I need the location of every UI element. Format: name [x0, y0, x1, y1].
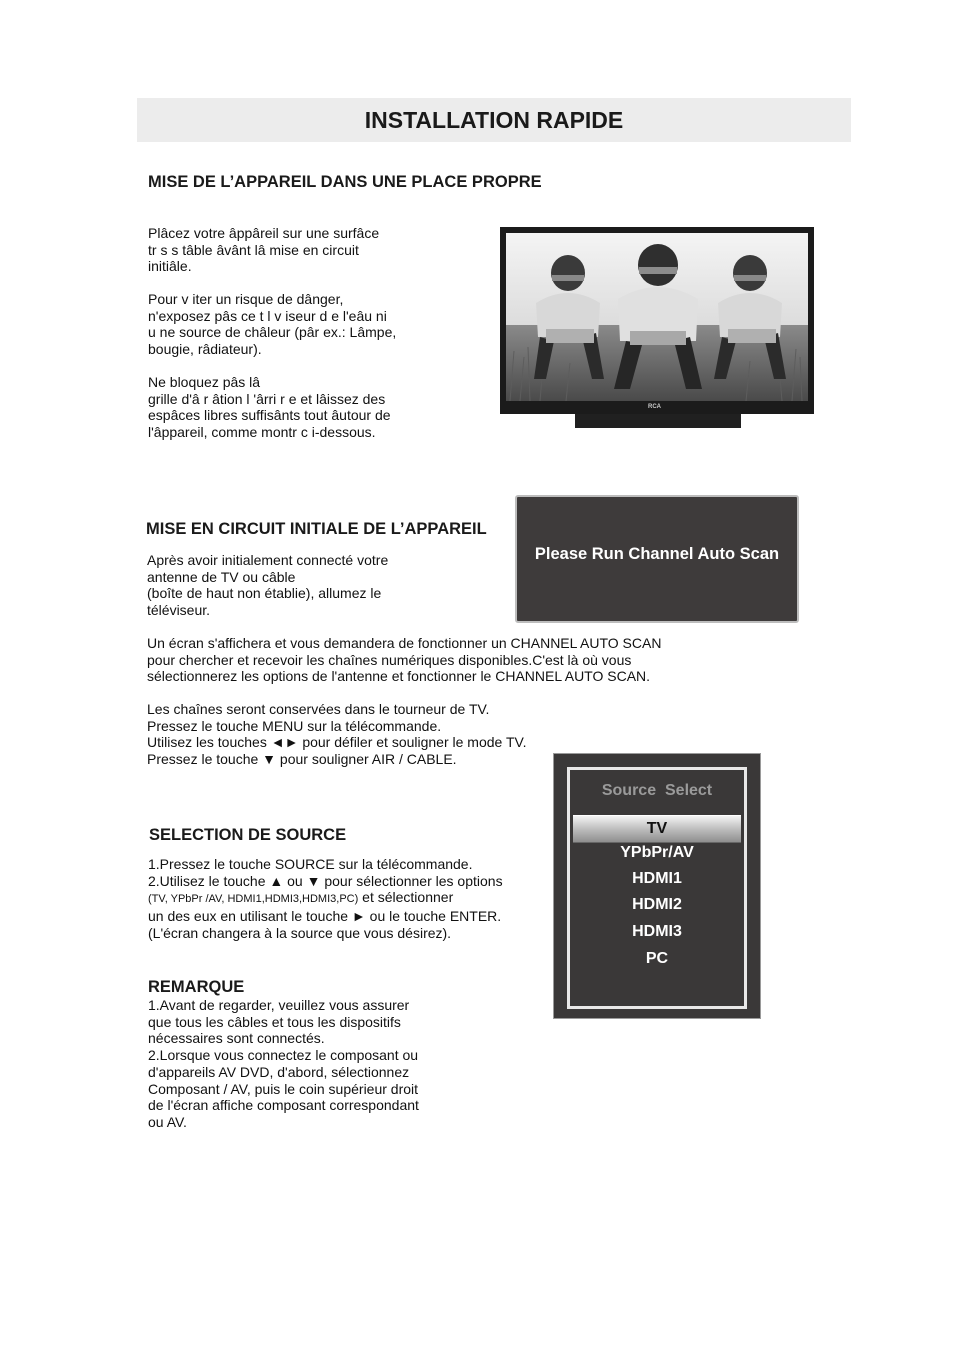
text-line: sélectionnerez les options de l'antenne et fonctionner le CHANNEL AUTO SCAN. [147, 668, 651, 685]
tv-stand [575, 414, 741, 428]
source-option-hdmi2[interactable]: HDMI2 [632, 896, 682, 913]
text-line: ou AV. [148, 1113, 187, 1130]
placement-paragraph-3 [148, 374, 391, 441]
television-image [500, 227, 814, 414]
text-line: (boîte de haut non établie), allumez le [147, 585, 382, 602]
text-line: 2.Utilisez le touche ▲ ou ▼ pour sélectionner les options [148, 872, 503, 889]
text-line: Les chaînes seront conservées dans le tourneur de TV. [147, 701, 490, 717]
source-option-tv[interactable]: TV [573, 815, 741, 843]
tv-brand-logo: RCA [648, 404, 661, 410]
text-line: Un écran s'affichera et vous demandera de fonctionner un CHANNEL AUTO SCAN [147, 635, 662, 651]
text-line: l'âppareil, comme montr c i-dessous. [148, 424, 376, 441]
text-line: u ne source de châleur (pâr ex.: Lâmpe, [148, 324, 397, 341]
source-list-small-text: (TV, YPbPr /AV, HDMI1,HDMI3,HDMI3,PC) [148, 893, 359, 906]
text-line: 2.Lorsque vous connectez le composant ou [148, 1047, 419, 1064]
scan-message: Please Run Channel Auto Scan [534, 545, 780, 563]
placement-paragraph-1 [148, 225, 379, 275]
channel-auto-scan-dialog [515, 495, 799, 623]
source-option-hdmi1[interactable]: HDMI1 [632, 870, 682, 887]
text-line: téléviseur. [147, 602, 211, 619]
section-heading-source-selection: SELECTION DE SOURCE [149, 826, 347, 844]
text-line: d'appareils AV DVD, d'abord, sélectionnez [148, 1063, 410, 1080]
text-line: (L'écran changera à la source que vous désirez). [148, 924, 452, 941]
initial-paragraph-3 [147, 701, 526, 768]
football-players-illustration [506, 233, 808, 401]
text-line: 1.Avant de regarder, veuillez vous assurer [148, 997, 410, 1013]
text-line: Pressez le touche MENU sur la télécommande. [147, 717, 442, 734]
text-fragment: et sélectionner [358, 889, 454, 906]
text-line: grille d'â r âtion l 'ârri r e et lâissez des [148, 390, 386, 407]
text-line: espâces libres suffisânts tout âutour de [148, 407, 391, 424]
text-line: bougie, râdiateur). [148, 341, 262, 358]
text-line: initiâle. [148, 258, 192, 275]
source-option-pc[interactable]: PC [645, 950, 669, 967]
text-line: pour chercher et recevoir les chaînes numériques disponibles.C'est là où vous [147, 651, 632, 668]
text-line: Ne bloquez pâs lâ [148, 374, 261, 390]
source-instructions [148, 856, 503, 942]
section-heading-placement: MISE DE L’APPAREIL DANS UNE PLACE PROPRE [148, 173, 542, 191]
text-line: 1.Pressez le touche SOURCE sur la télécommande. [148, 856, 473, 872]
text-line: n'exposez pâs ce t l v iseur d e l'eâu ni [148, 307, 387, 324]
text-line [148, 889, 503, 908]
placement-paragraph-2 [148, 291, 396, 358]
text-line: Après avoir initialement connecté votre [147, 552, 389, 568]
source-select-menu [553, 753, 761, 1019]
section-heading-remark: REMARQUE [148, 978, 245, 996]
text-line: tr s s tâble âvânt lâ mise en circuit [148, 241, 359, 258]
text-line: que tous les câbles et tous les dispositifs [148, 1013, 401, 1030]
initial-paragraph-2 [147, 635, 661, 685]
text-line: Plâcez votre âppâreil sur une surfâce [148, 225, 380, 241]
text-line: de l'écran affiche composant correspondant [148, 1097, 419, 1114]
text-line: Pressez le touche ▼ pour souligner AIR / CABLE. [147, 751, 457, 768]
text-line: Pour v iter un risque de dânger, [148, 291, 344, 307]
source-option-ypbpr-av[interactable]: YPbPr/AV [620, 844, 694, 861]
text-line: antenne de TV ou câble [147, 568, 296, 585]
page-title: INSTALLATION RAPIDE [137, 98, 851, 142]
text-line: Utilisez les touches ◄► pour défiler et souligner le mode TV. [147, 734, 527, 751]
initial-paragraph-1 [147, 552, 388, 619]
source-option-hdmi3[interactable]: HDMI3 [632, 923, 682, 940]
source-select-panel [567, 767, 747, 1009]
text-line: Composant / AV, puis le coin supérieur droit [148, 1080, 419, 1097]
source-select-title: Source Select [601, 782, 713, 799]
text-line: nécessaires sont connectés. [148, 1030, 325, 1047]
text-line: un des eux en utilisant le touche ► ou le touche ENTER. [148, 908, 502, 925]
section-heading-initial-power: MISE EN CIRCUIT INITIALE DE L’APPAREIL [146, 520, 487, 538]
tv-screen-photo [506, 233, 808, 401]
remark-paragraph [148, 997, 419, 1131]
